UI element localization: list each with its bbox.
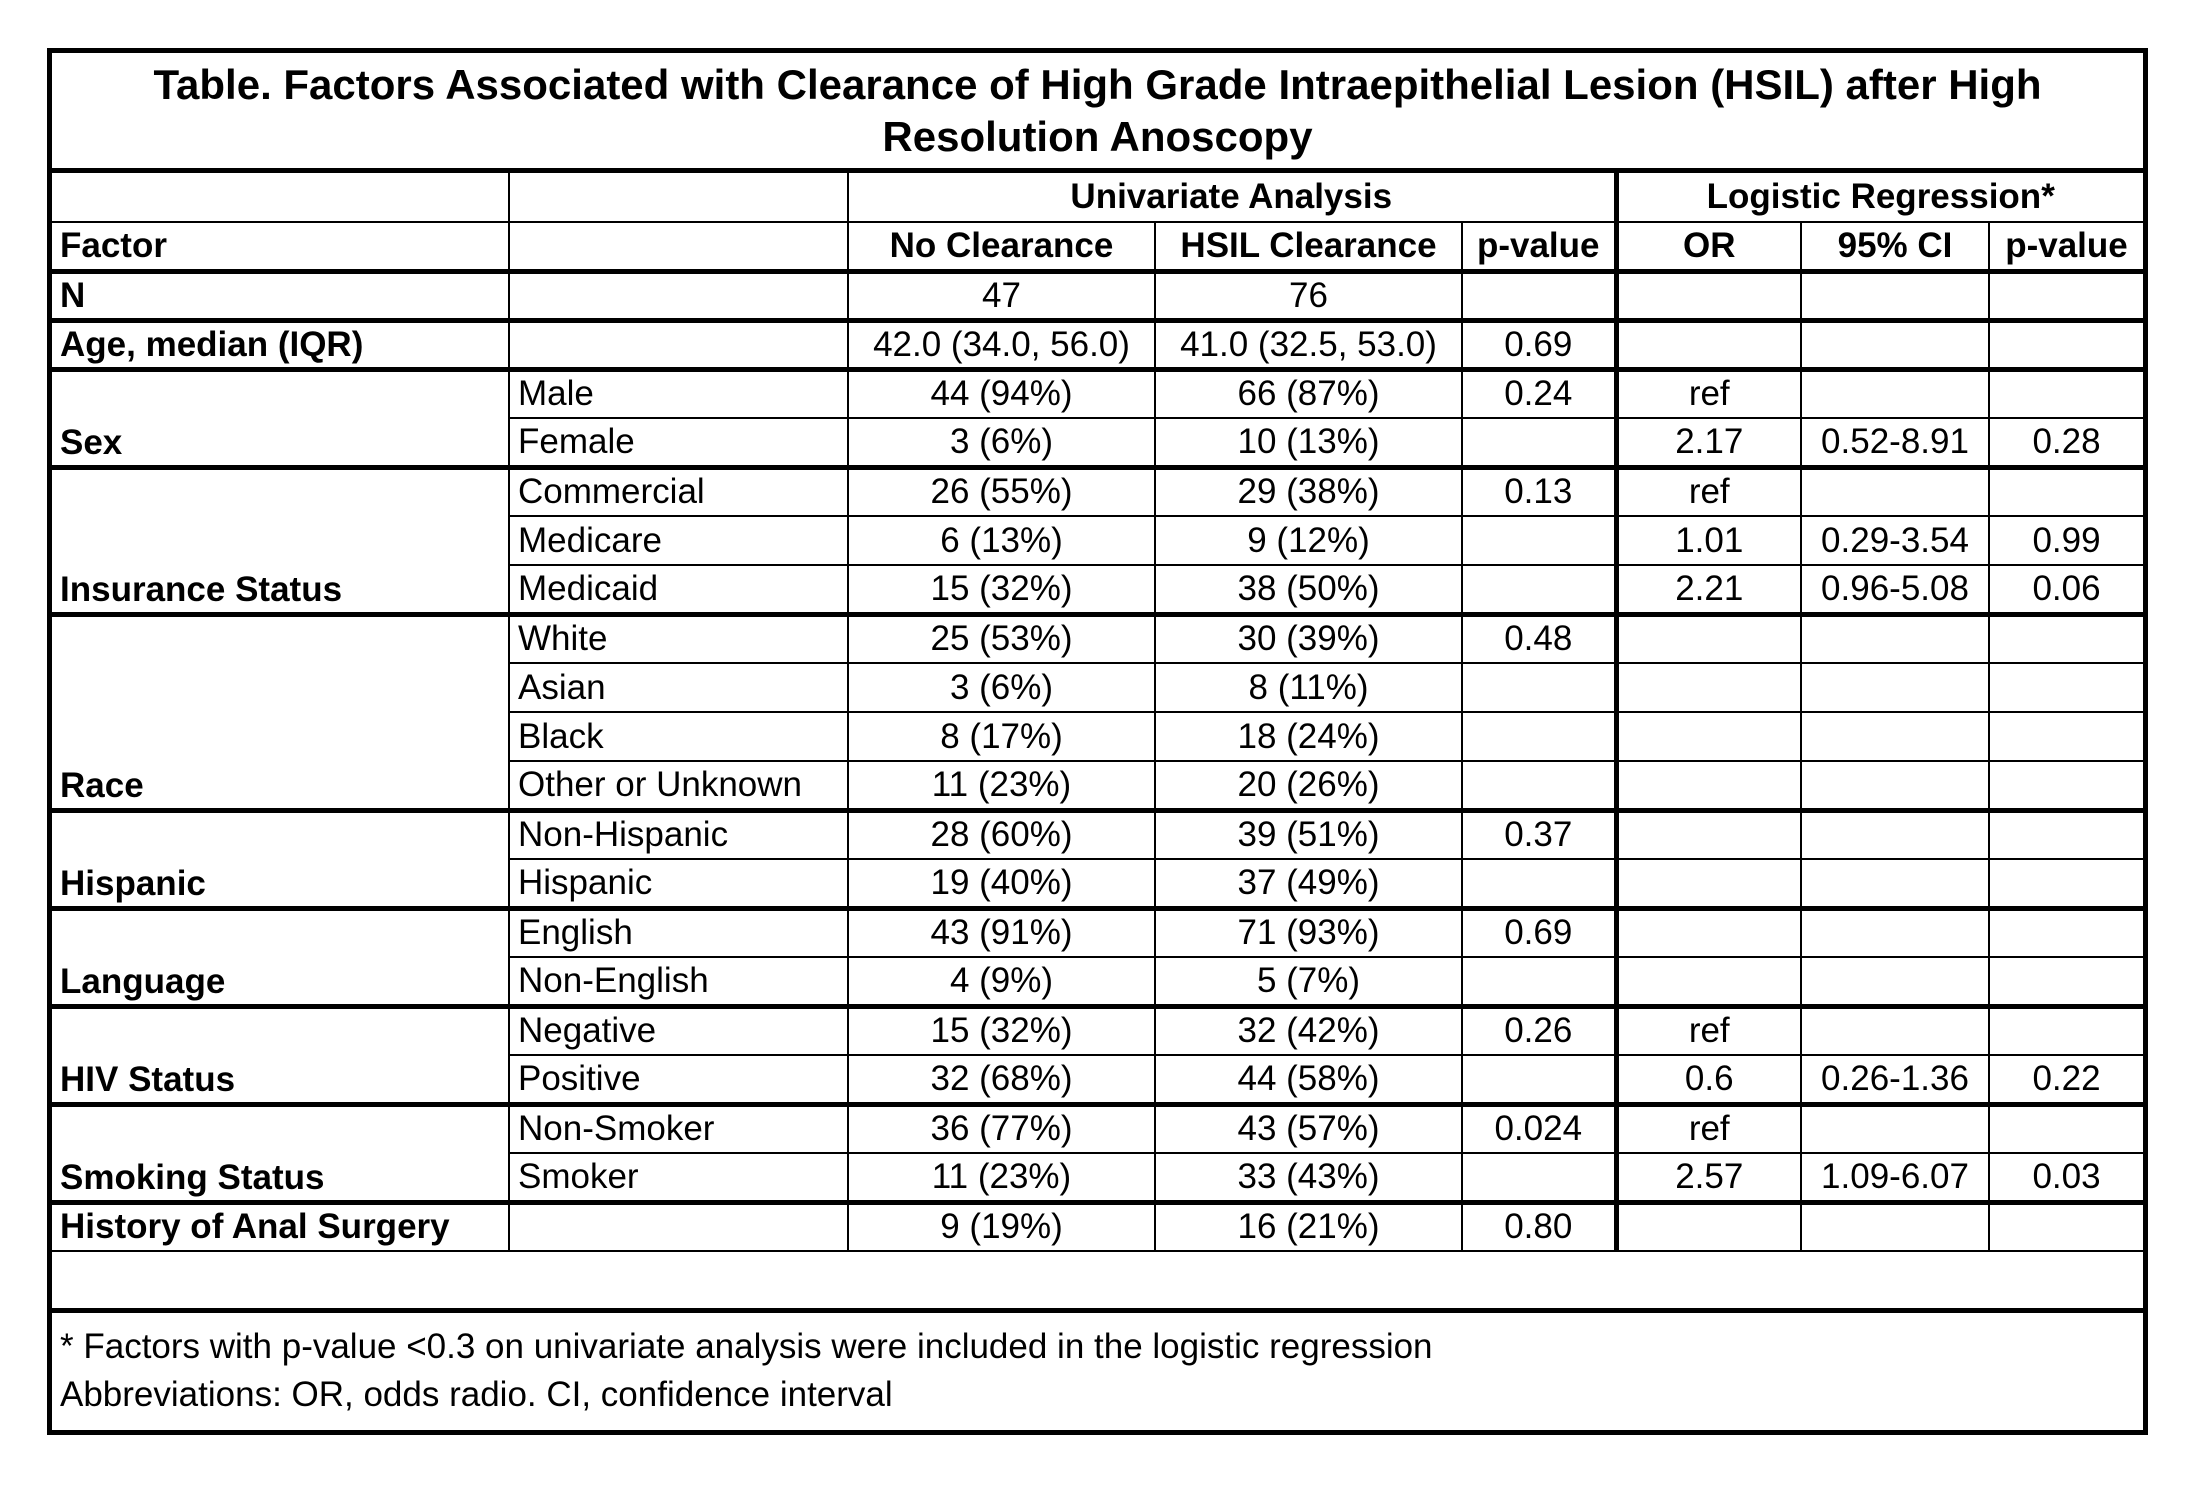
header-univariate: Univariate Analysis bbox=[848, 173, 1616, 222]
header-or: OR bbox=[1616, 222, 1801, 271]
table-row-insurance-medicaid: Medicaid 15 (32%) 38 (50%) 2.21 0.96-5.08 0.06 bbox=[52, 565, 2143, 614]
header-hsil-clearance: HSIL Clearance bbox=[1155, 222, 1462, 271]
table-row-language-english: Language English 43 (91%) 71 (93%) 0.69 bbox=[52, 908, 2143, 957]
table-row-race-asian: Asian 3 (6%) 8 (11%) bbox=[52, 663, 2143, 712]
factor-language: Language bbox=[52, 908, 509, 1006]
footnote-abbreviations: Abbreviations: OR, odds radio. CI, confidence interval bbox=[60, 1375, 893, 1414]
header-no-clearance: No Clearance bbox=[848, 222, 1155, 271]
table-row-hiv-negative: HIV Status Negative 15 (32%) 32 (42%) 0.26 ref bbox=[52, 1006, 2143, 1055]
footnote-asterisk: * Factors with p-value <0.3 on univariate analysis were included in the logistic regression bbox=[60, 1327, 1433, 1366]
table-row-sex-female: Female 3 (6%) 10 (13%) 2.17 0.52-8.91 0.28 bbox=[52, 418, 2143, 467]
table-row-hiv-positive: Positive 32 (68%) 44 (58%) 0.6 0.26-1.36 0.22 bbox=[52, 1055, 2143, 1104]
header-ci: 95% CI bbox=[1801, 222, 1989, 271]
table-row-smoking-non: Smoking Status Non-Smoker 36 (77%) 43 (57%) 0.024 ref bbox=[52, 1104, 2143, 1153]
header-row-groups bbox=[52, 173, 2143, 222]
header-factor: Factor bbox=[52, 222, 509, 271]
factor-race: Race bbox=[52, 614, 509, 810]
factor-hispanic: Hispanic bbox=[52, 810, 509, 908]
factor-insurance: Insurance Status bbox=[52, 467, 509, 614]
table-row-sex-male: Sex Male 44 (94%) 66 (87%) 0.24 ref bbox=[52, 369, 2143, 418]
table-row-hispanic-non: Hispanic Non-Hispanic 28 (60%) 39 (51%) 0.37 bbox=[52, 810, 2143, 859]
factor-smoking: Smoking Status bbox=[52, 1104, 509, 1202]
table-title-box bbox=[52, 53, 2143, 173]
table-row-insurance-commercial: Insurance Status Commercial 26 (55%) 29 (38%) 0.13 ref bbox=[52, 467, 2143, 516]
data-table bbox=[52, 173, 2143, 1252]
table-frame bbox=[47, 48, 2148, 1435]
table-row-smoking-yes: Smoker 11 (23%) 33 (43%) 2.57 1.09-6.07 0.03 bbox=[52, 1153, 2143, 1202]
table-row-language-non: Non-English 4 (9%) 5 (7%) bbox=[52, 957, 2143, 1006]
table-row-insurance-medicare: Medicare 6 (13%) 9 (12%) 1.01 0.29-3.54 0.99 bbox=[52, 516, 2143, 565]
header-p-value: p-value bbox=[1462, 222, 1616, 271]
table-row-hispanic-yes: Hispanic 19 (40%) 37 (49%) bbox=[52, 859, 2143, 908]
table-title: Table. Factors Associated with Clearance of High Grade Intraepithelial Lesion (HSIL) after High Resolution Anoscopy bbox=[153, 60, 2042, 160]
table-row-age: Age, median (IQR) 42.0 (34.0, 56.0) 41.0 (32.5, 53.0) 0.69 bbox=[52, 320, 2143, 369]
table-row-race-other: Other or Unknown 11 (23%) 20 (26%) bbox=[52, 761, 2143, 810]
factor-sex: Sex bbox=[52, 369, 509, 467]
table-row-race-white: Race White 25 (53%) 30 (39%) 0.48 bbox=[52, 614, 2143, 663]
factor-hiv: HIV Status bbox=[52, 1006, 509, 1104]
header-logistic: Logistic Regression* bbox=[1616, 173, 2143, 222]
header-row-columns bbox=[52, 222, 2143, 271]
table-row-surgery: History of Anal Surgery 9 (19%) 16 (21%) 0.80 bbox=[52, 1202, 2143, 1251]
table-footnotes bbox=[52, 1308, 2143, 1430]
header-p-value-2: p-value bbox=[1989, 222, 2143, 271]
table-row-race-black: Black 8 (17%) 18 (24%) bbox=[52, 712, 2143, 761]
table-row-n: N 47 76 bbox=[52, 271, 2143, 320]
